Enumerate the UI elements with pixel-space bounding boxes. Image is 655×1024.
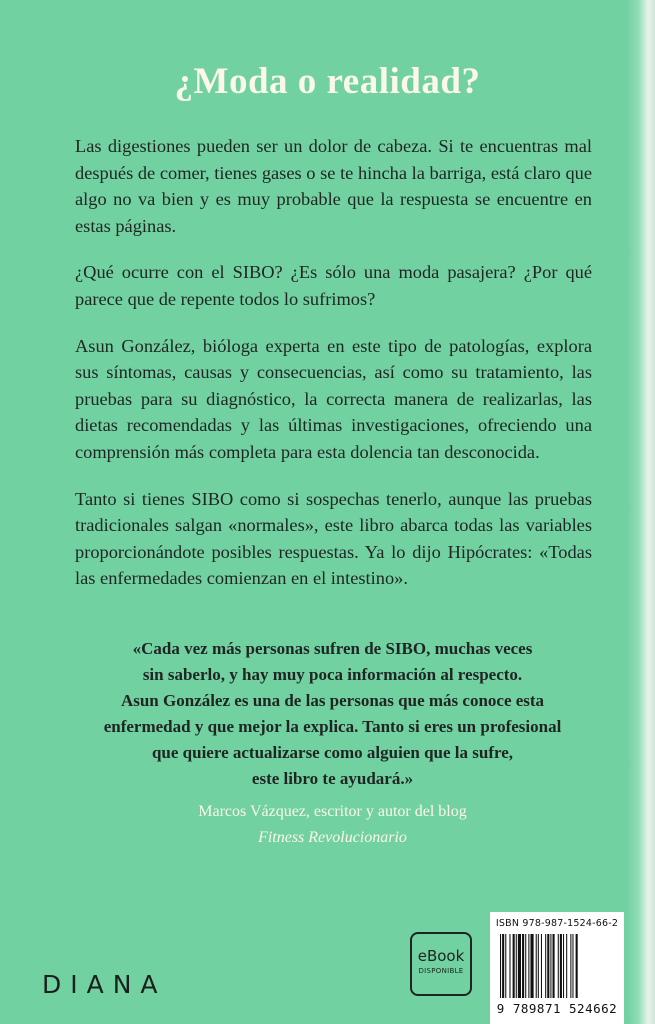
quote-line: que quiere actualizarse como alguien que la sufre,	[151, 743, 514, 762]
barcode-bar	[576, 934, 578, 998]
barcode-bar	[538, 934, 539, 998]
barcode-bar	[502, 934, 504, 998]
attribution-author: Marcos Vázquez, escritor y autor del blog	[198, 803, 467, 820]
barcode-bar	[550, 934, 551, 998]
synopsis-paragraph: ¿Qué ocurre con el SIBO? ¿Es sólo una moda pasajera? ¿Por qué parece que de repente todos lo sufrimos?	[75, 262, 592, 309]
barcode-bar	[509, 934, 510, 998]
attribution-blog: Fitness Revolucionario	[258, 829, 407, 846]
barcode-bar	[558, 934, 559, 998]
barcode-bar	[572, 934, 573, 998]
quote-line: enfermedad y que mejor la explica. Tanto si eres un profesional	[103, 717, 562, 736]
barcode-bar	[545, 934, 546, 998]
barcode-bar	[563, 934, 564, 998]
barcode-bar	[541, 934, 542, 998]
barcode-panel	[490, 912, 624, 1024]
cover-title: ¿Moda o realidad?	[174, 61, 481, 102]
barcode-bar	[525, 934, 526, 998]
isbn-text: ISBN 978-987-1524-66-2	[495, 918, 619, 929]
quote-line: este libro te ayudará.»	[251, 769, 414, 788]
quote-line: sin saberlo, y hay muy poca información al respecto.	[142, 665, 523, 684]
barcode-bar	[566, 934, 567, 998]
quote-line: «Cada vez más personas sufren de SIBO, muchas veces	[132, 639, 533, 658]
barcode-bar	[516, 934, 517, 998]
barcode-bar	[553, 934, 555, 998]
synopsis	[75, 133, 592, 612]
barcode-number: 9 789871 524662	[496, 1001, 618, 1016]
quote-attribution	[95, 799, 570, 851]
synopsis-paragraph: Asun González, bióloga experta en este tipo de patologías, explora sus síntomas, causas y consecuencias, así como su tratamiento, las pruebas para su diagnóstico, la correcta manera de realizarlas, las dietas recomendadas y las últimas investigaciones, ofreciendo una comprensión más completa para esta dolencia tan desconocida.	[75, 335, 592, 462]
barcode-bar	[513, 934, 515, 998]
synopsis-paragraph: Tanto si tienes SIBO como si sospechas tenerlo, aunque las pruebas tradicionales salgan «normales», este libro abarca todas las variables proporcionándote posibles respuestas. Ya lo dijo Hipócrates: «Todas las enfermedades comienzan en el intestino».	[75, 488, 592, 589]
barcode-bar	[560, 934, 562, 998]
barcode-bar	[518, 934, 521, 998]
barcode-icon	[500, 934, 614, 998]
barcode-bar	[570, 934, 571, 998]
barcode-bar	[547, 934, 549, 998]
barcode-bar	[530, 934, 533, 998]
barcode-bar	[522, 934, 524, 998]
synopsis-paragraph: Las digestiones pueden ser un dolor de cabeza. Si te encuentras mal después de comer, tienes gases o se te hincha la barriga, está claro que algo no va bien y es muy probable que la respuesta se encuentre en estas páginas.	[75, 136, 592, 236]
book-spine-edge	[627, 0, 655, 1024]
barcode-bar	[500, 934, 501, 998]
publisher-logo: DIANA	[42, 970, 167, 999]
quote-line: Asun González es una de las personas que más conoce esta	[120, 691, 545, 710]
endorsement-quote	[95, 636, 570, 792]
barcode-bar	[505, 934, 506, 998]
ebook-badge	[410, 932, 472, 996]
ebook-label: eBook	[417, 947, 465, 965]
barcode-bar	[528, 934, 529, 998]
barcode-bar	[536, 934, 537, 998]
ebook-sublabel: DISPONIBLE	[418, 967, 464, 975]
